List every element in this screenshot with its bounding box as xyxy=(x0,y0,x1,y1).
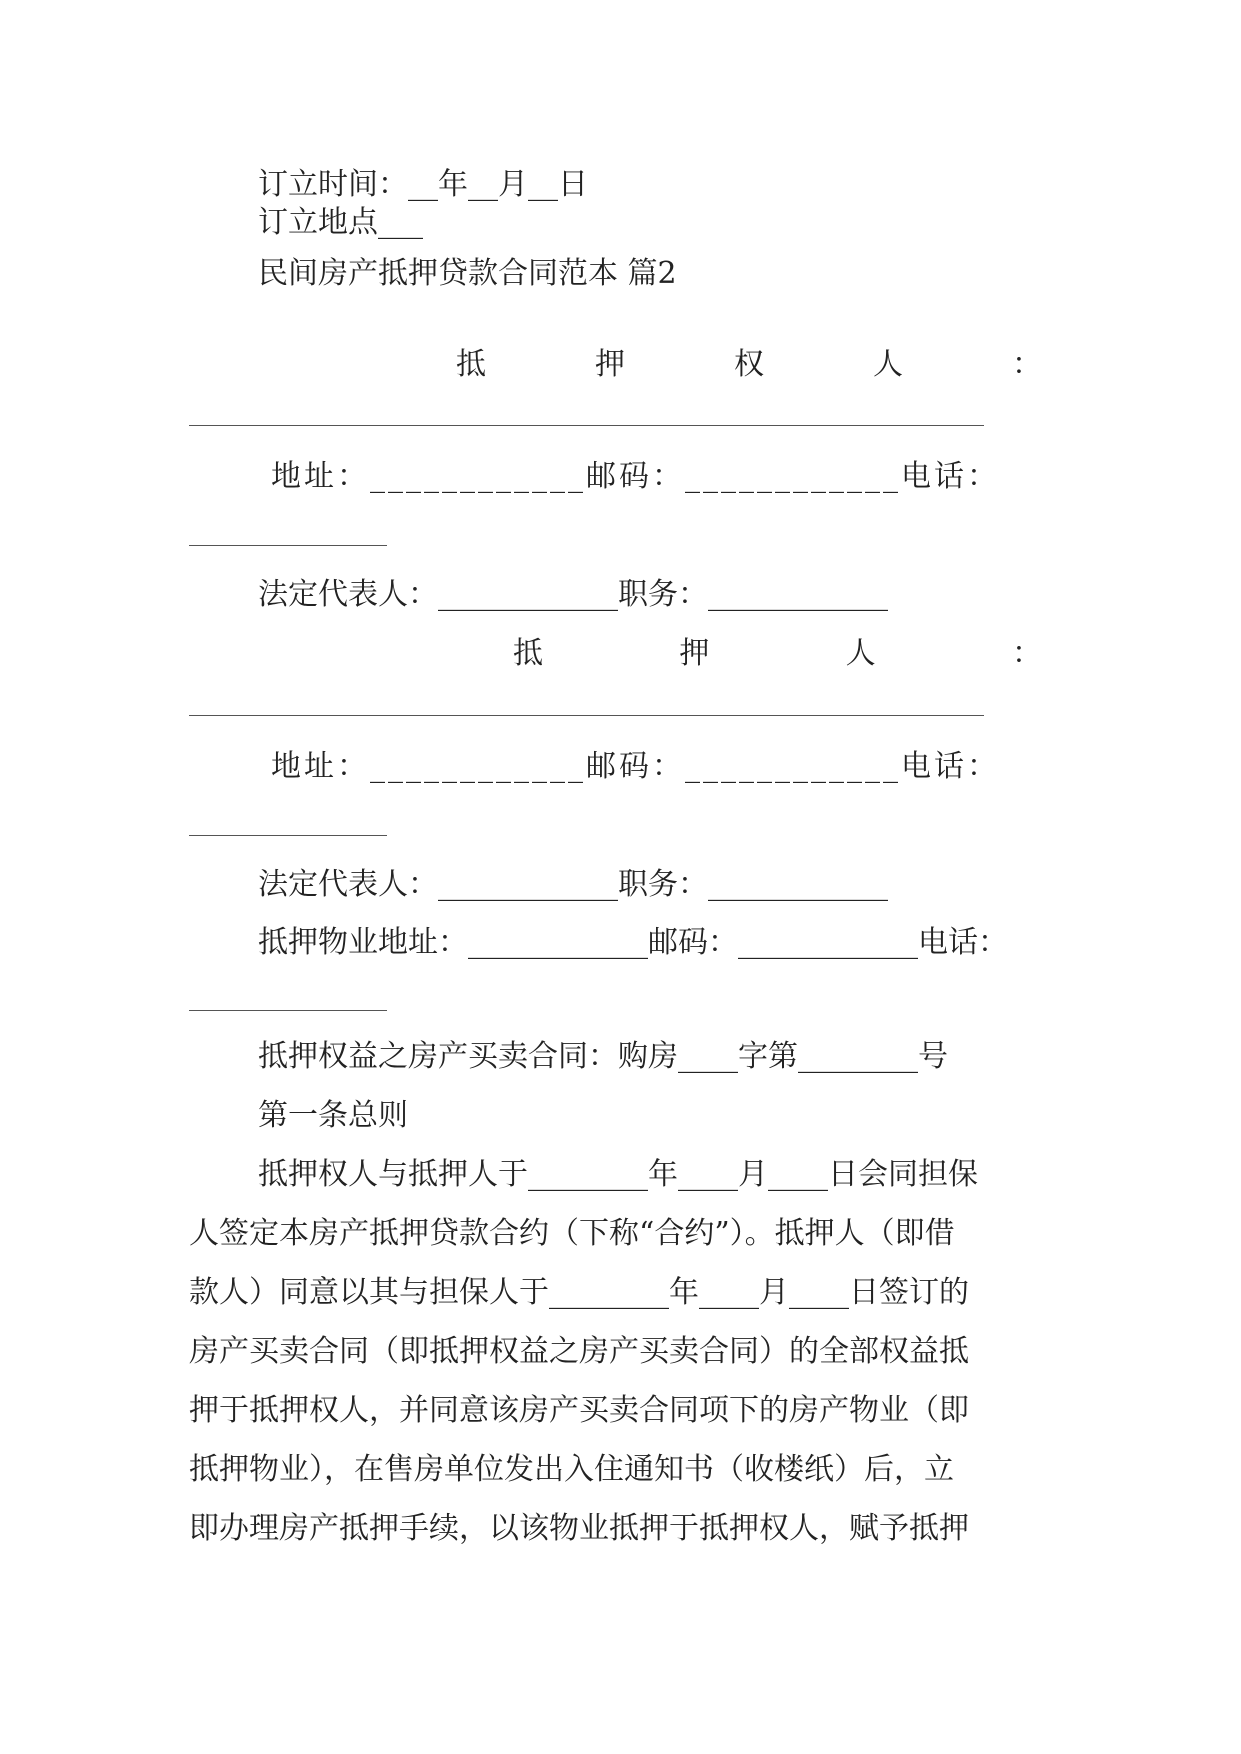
fill-line xyxy=(189,545,387,546)
body-text-line: 房产买卖合同（即抵押权益之房产买卖合同）的全部权益抵 xyxy=(189,1334,969,1369)
fill-line xyxy=(189,835,387,836)
mortgagor-rep-row: 法定代表人：____________职务：____________ xyxy=(258,867,888,902)
mortgagee-address-row: 地址：____________邮码：____________电话： xyxy=(271,459,1000,494)
mortgagor-char: 押 xyxy=(679,636,710,671)
body-text-line: 款人）同意以其与担保人于________年____月____日签订的 xyxy=(189,1275,969,1310)
mortgagee-label xyxy=(189,345,1042,385)
mortgagee-char: ： xyxy=(1012,347,1042,382)
body-text-line: 人签定本房产抵押贷款合约（下称“合约”）。抵押人（即借 xyxy=(189,1216,955,1251)
mortgagee-char: 人 xyxy=(873,347,903,382)
property-address-row: 抵押物业地址：____________邮码：____________电话： xyxy=(258,925,1008,960)
body-text-line: 押于抵押权人，并同意该房产买卖合同项下的房产物业（即 xyxy=(189,1393,969,1428)
mortgagor-label xyxy=(189,634,1042,674)
body-text-line: 抵押权人与抵押人于________年____月____日会同担保 xyxy=(258,1157,978,1192)
body-text-line: 即办理房产抵押手续，以该物业抵押于抵押权人，赋予抵押 xyxy=(189,1511,969,1546)
mortgagor-char: 抵 xyxy=(513,636,543,671)
fill-line xyxy=(189,425,984,426)
mortgagor-char: ： xyxy=(1011,636,1042,671)
mortgagee-rep-row: 法定代表人：____________职务：____________ xyxy=(258,577,888,612)
fill-line xyxy=(189,1010,387,1011)
sign-place: 订立地点___ xyxy=(258,205,423,240)
mortgagor-address-row: 地址：____________邮码：____________电话： xyxy=(271,749,1000,784)
body-text-line: 抵押物业），在售房单位发出入住通知书（收楼纸）后，立 xyxy=(189,1452,954,1487)
fill-line xyxy=(189,715,984,716)
mortgagee-char: 押 xyxy=(595,347,625,382)
sign-date: 订立时间：__年__月__日 xyxy=(258,167,588,202)
section-heading: 民间房产抵押贷款合同范本 篇2 xyxy=(258,256,677,291)
mortgagor-char: 人 xyxy=(845,636,876,671)
contract-reference: 抵押权益之房产买卖合同：购房____字第________号 xyxy=(258,1039,948,1074)
mortgagee-char: 权 xyxy=(734,347,764,382)
article-heading: 第一条总则 xyxy=(258,1098,408,1133)
mortgagee-char: 抵 xyxy=(456,347,486,382)
